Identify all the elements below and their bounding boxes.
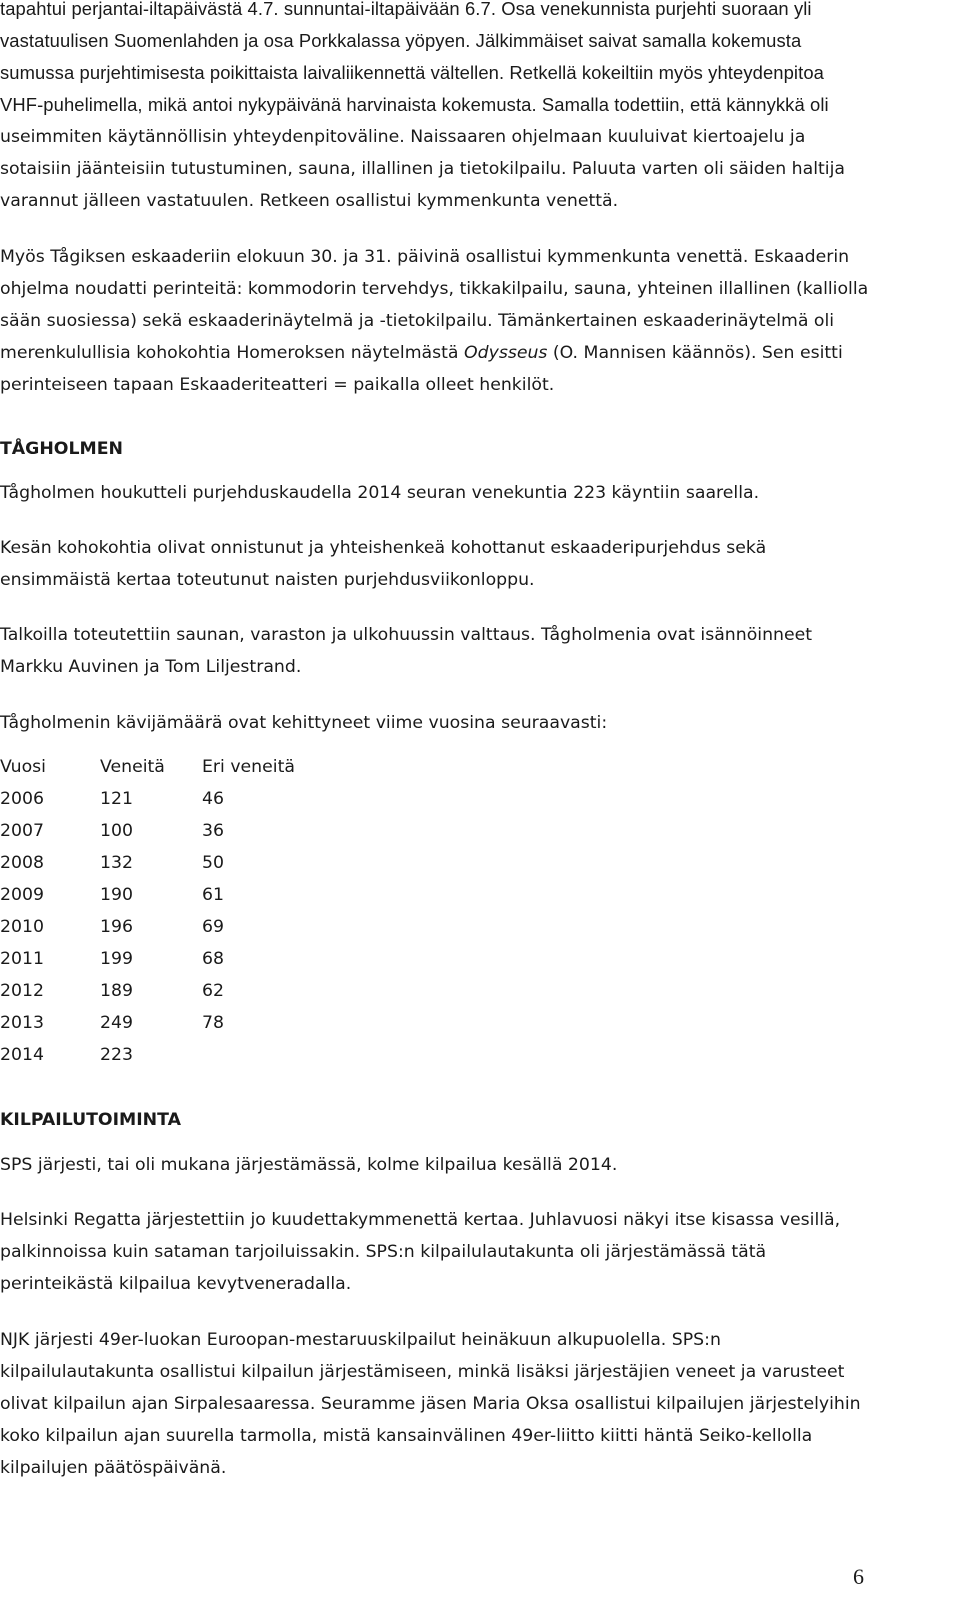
section-heading-tagholmen: TÅGHOLMEN — [0, 439, 123, 459]
text-line: kilpailulautakunta osallistui kilpailun järjestämiseen, minkä lisäksi järjestäjien veneet ja varusteet — [0, 1362, 845, 1382]
table-cell: 132 — [100, 853, 133, 873]
table-header-boats: Veneitä — [100, 757, 165, 777]
text-line: palkinnoissa kuin sataman tarjoiluissakin. SPS:n kilpailulautakunta oli järjestämässä tätä — [0, 1242, 767, 1262]
table-cell: 121 — [100, 789, 133, 809]
text-line: koko kilpailun ajan suurella tarmolla, mistä kansainvälinen 49er-liitto kiitti häntä Seiko-kellolla — [0, 1426, 813, 1446]
text-line: sumussa purjehtimisesta poikittaista laivaliikennettä vältellen. Retkellä kokeiltiin myös yhteydenpitoa — [0, 62, 824, 83]
table-cell: 50 — [202, 853, 224, 873]
text-line: useimmiten käytännöllisin yhteydenpitoväline. Naissaaren ohjelmaan kuuluivat kiertoajelu ja — [0, 127, 806, 147]
table-cell: 249 — [100, 1013, 133, 1033]
table-cell: 199 — [100, 949, 133, 969]
table-cell: 69 — [202, 917, 224, 937]
text-line: sotaisiin jäänteisiin tutustuminen, sauna, illallinen ja tietokilpailu. Paluuta varten oli säiden haltija — [0, 159, 845, 179]
table-cell: 36 — [202, 821, 224, 841]
table-cell: 78 — [202, 1013, 224, 1033]
text-line: Myös Tågiksen eskaaderiin elokuun 30. ja 31. päivinä osallistui kymmenkunta venettä. Eskaaderin — [0, 247, 850, 267]
table-cell: 2013 — [0, 1013, 44, 1033]
table-cell: 61 — [202, 885, 224, 905]
text-line: sään suosiessa) sekä eskaaderinäytelmä ja -tietokilpailu. Tämänkertainen eskaaderinäytelmä oli — [0, 311, 835, 331]
text-line: Talkoilla toteutettiin saunan, varaston ja ulkohuussin valttaus. Tågholmenia ovat isännöinneet — [0, 625, 813, 645]
table-cell: 2012 — [0, 981, 44, 1001]
table-cell: 2009 — [0, 885, 44, 905]
table-cell: 2011 — [0, 949, 44, 969]
table-cell: 2008 — [0, 853, 44, 873]
text-line: Helsinki Regatta järjestettiin jo kuudettakymmenettä kertaa. Juhlavuosi näkyi itse kisassa vesillä, — [0, 1210, 841, 1230]
table-cell: 2006 — [0, 789, 44, 809]
text-line: NJK järjesti 49er-luokan Euroopan-mestaruuskilpailut heinäkuun alkupuolella. SPS:n — [0, 1330, 721, 1350]
table-cell: 62 — [202, 981, 224, 1001]
table-cell: 196 — [100, 917, 133, 937]
table-cell: 100 — [100, 821, 133, 841]
text-line: varannut jälleen vastatuulen. Retkeen osallistui kymmenkunta venettä. — [0, 191, 619, 211]
text-line: Tågholmenin kävijämäärä ovat kehittyneet viime vuosina seuraavasti: — [0, 713, 608, 733]
table-header-year: Vuosi — [0, 757, 46, 777]
text-line: Markku Auvinen ja Tom Liljestrand. — [0, 657, 302, 677]
text-line: tapahtui perjantai-iltapäivästä 4.7. sunnuntai-iltapäivään 6.7. Osa venekunnista purjehti suoraan yli — [0, 0, 812, 19]
page-number: 6 — [853, 1564, 864, 1589]
table-cell: 190 — [100, 885, 133, 905]
table-cell: 2014 — [0, 1045, 44, 1065]
text-segment: (O. Mannisen käännös). Sen esitti — [547, 343, 843, 363]
play-title: Odysseus — [464, 343, 548, 363]
table-cell: 189 — [100, 981, 133, 1001]
text-line: vastatuulisen Suomenlahden ja osa Porkkalassa yöpyen. Jälkimmäiset saivat samalla kokemusta — [0, 30, 802, 51]
text-line: Tågholmen houkutteli purjehduskaudella 2014 seuran venekuntia 223 käyntiin saarella. — [0, 483, 760, 503]
text-line — [0, 337, 843, 369]
text-line: olivat kilpailun ajan Sirpalesaaressa. Seuramme jäsen Maria Oksa osallistui kilpailujen järjestelyihin — [0, 1394, 861, 1414]
section-heading-kilpailutoiminta: KILPAILUTOIMINTA — [0, 1110, 181, 1130]
text-line: ensimmäistä kertaa toteutunut naisten purjehdusviikonloppu. — [0, 570, 535, 590]
table-header-distinct-boats: Eri veneitä — [202, 757, 295, 777]
text-line: ohjelma noudatti perinteitä: kommodorin tervehdys, tikkakilpailu, sauna, yhteinen illallinen (kalliolla — [0, 279, 869, 299]
text-segment: merenkulullisia kohokohtia Homeroksen näytelmästä — [0, 343, 465, 363]
text-line: SPS järjesti, tai oli mukana järjestämässä, kolme kilpailua kesällä 2014. — [0, 1155, 618, 1175]
table-cell: 46 — [202, 789, 224, 809]
table-cell: 2010 — [0, 917, 44, 937]
text-line: perinteikästä kilpailua kevytveneradalla. — [0, 1274, 352, 1294]
text-line: kilpailujen päätöspäivänä. — [0, 1458, 227, 1478]
table-cell: 2007 — [0, 821, 44, 841]
text-line: perinteiseen tapaan Eskaaderiteatteri = paikalla olleet henkilöt. — [0, 375, 555, 395]
text-line: Kesän kohokohtia olivat onnistunut ja yhteishenkeä kohottanut eskaaderipurjehdus sekä — [0, 538, 767, 558]
table-cell: 223 — [100, 1045, 133, 1065]
text-line: VHF-puhelimella, mikä antoi nykypäivänä harvinaista kokemusta. Samalla todettiin, että kännykkä oli — [0, 94, 829, 115]
table-cell: 68 — [202, 949, 224, 969]
